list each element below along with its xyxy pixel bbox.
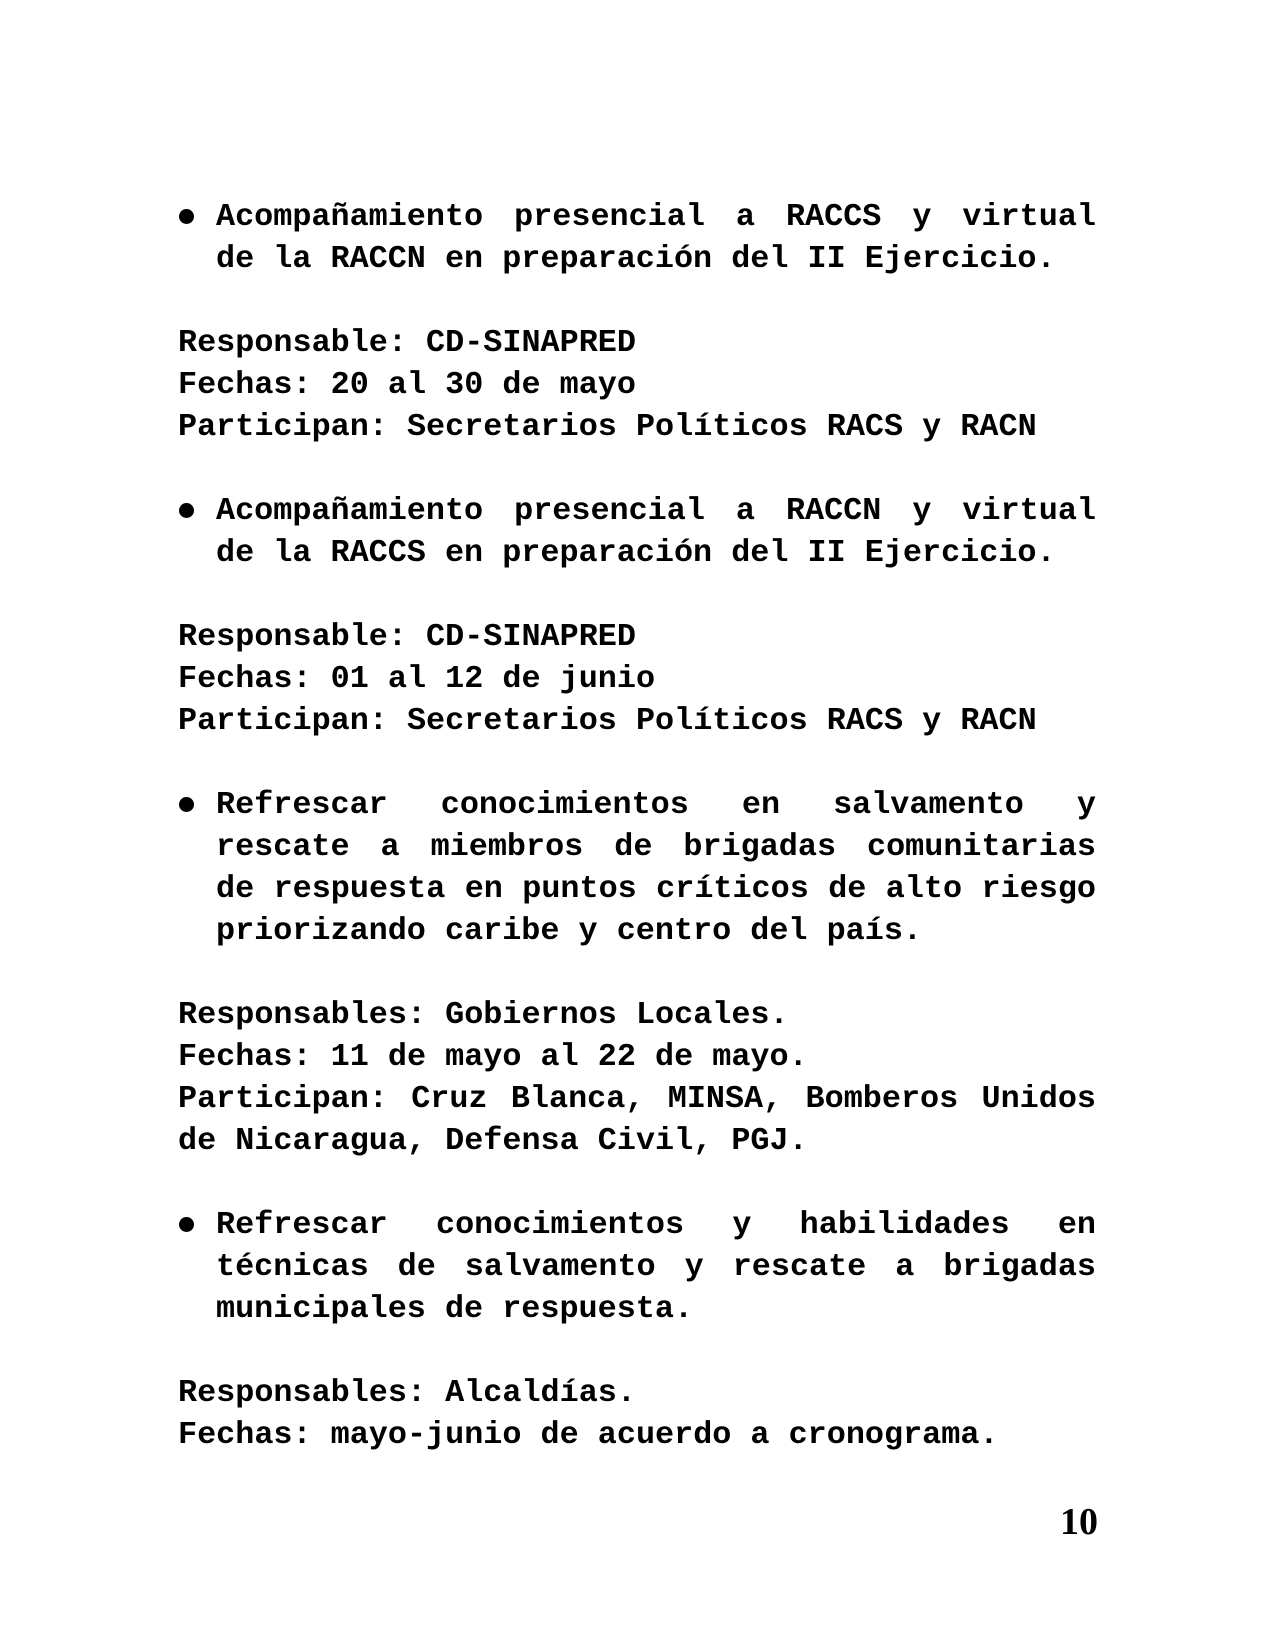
fechas-line: Fechas: 01 al 12 de junio — [178, 661, 656, 697]
text-line: municipales de respuesta. — [216, 1291, 694, 1327]
bullet-item — [178, 784, 1096, 952]
responsable-line: Responsable: CD-SINAPRED — [178, 325, 636, 361]
participan-line-continued: de Nicaragua, Defensa Civil, PGJ. — [178, 1123, 808, 1159]
text-line: priorizando caribe y centro del país. — [216, 913, 923, 949]
participan-line: Participan: Secretarios Políticos RACS y RACN — [178, 703, 1037, 739]
bullet-icon — [179, 1217, 194, 1232]
participan-line: Participan: Secretarios Políticos RACS y RACN — [178, 409, 1037, 445]
detail-block — [178, 616, 1096, 742]
participan-line: Participan: Cruz Blanca, MINSA, Bomberos Unidos — [178, 1081, 1096, 1117]
responsables-line: Responsables: Alcaldías. — [178, 1375, 636, 1411]
bullet-icon — [179, 503, 194, 518]
text-line: Refrescar conocimientos en salvamento y — [216, 787, 1096, 823]
detail-block — [178, 1372, 1096, 1456]
fechas-line: Fechas: 11 de mayo al 22 de mayo. — [178, 1039, 808, 1075]
text-line: técnicas de salvamento y rescate a brigadas — [216, 1249, 1096, 1285]
fechas-line: Fechas: 20 al 30 de mayo — [178, 367, 636, 403]
detail-block — [178, 994, 1096, 1162]
page-number: 10 — [1060, 1501, 1098, 1543]
bullet-item — [178, 196, 1096, 280]
responsables-line: Responsables: Gobiernos Locales. — [178, 997, 789, 1033]
detail-block — [178, 322, 1096, 448]
responsable-line: Responsable: CD-SINAPRED — [178, 619, 636, 655]
fechas-line: Fechas: mayo-junio de acuerdo a cronograma. — [178, 1417, 999, 1453]
text-line: de la RACCN en preparación del II Ejercicio. — [216, 241, 1056, 277]
text-line: Refrescar conocimientos y habilidades en — [216, 1207, 1096, 1243]
document-body — [178, 196, 1096, 1456]
text-line: rescate a miembros de brigadas comunitarias — [216, 829, 1096, 865]
bullet-icon — [179, 797, 194, 812]
text-line: de la RACCS en preparación del II Ejercicio. — [216, 535, 1056, 571]
text-line: Acompañamiento presencial a RACCS y virtual — [216, 199, 1096, 235]
bullet-item — [178, 1204, 1096, 1330]
bullet-item — [178, 490, 1096, 574]
text-line: Acompañamiento presencial a RACCN y virtual — [216, 493, 1096, 529]
bullet-icon — [179, 209, 194, 224]
text-line: de respuesta en puntos críticos de alto riesgo — [216, 871, 1096, 907]
